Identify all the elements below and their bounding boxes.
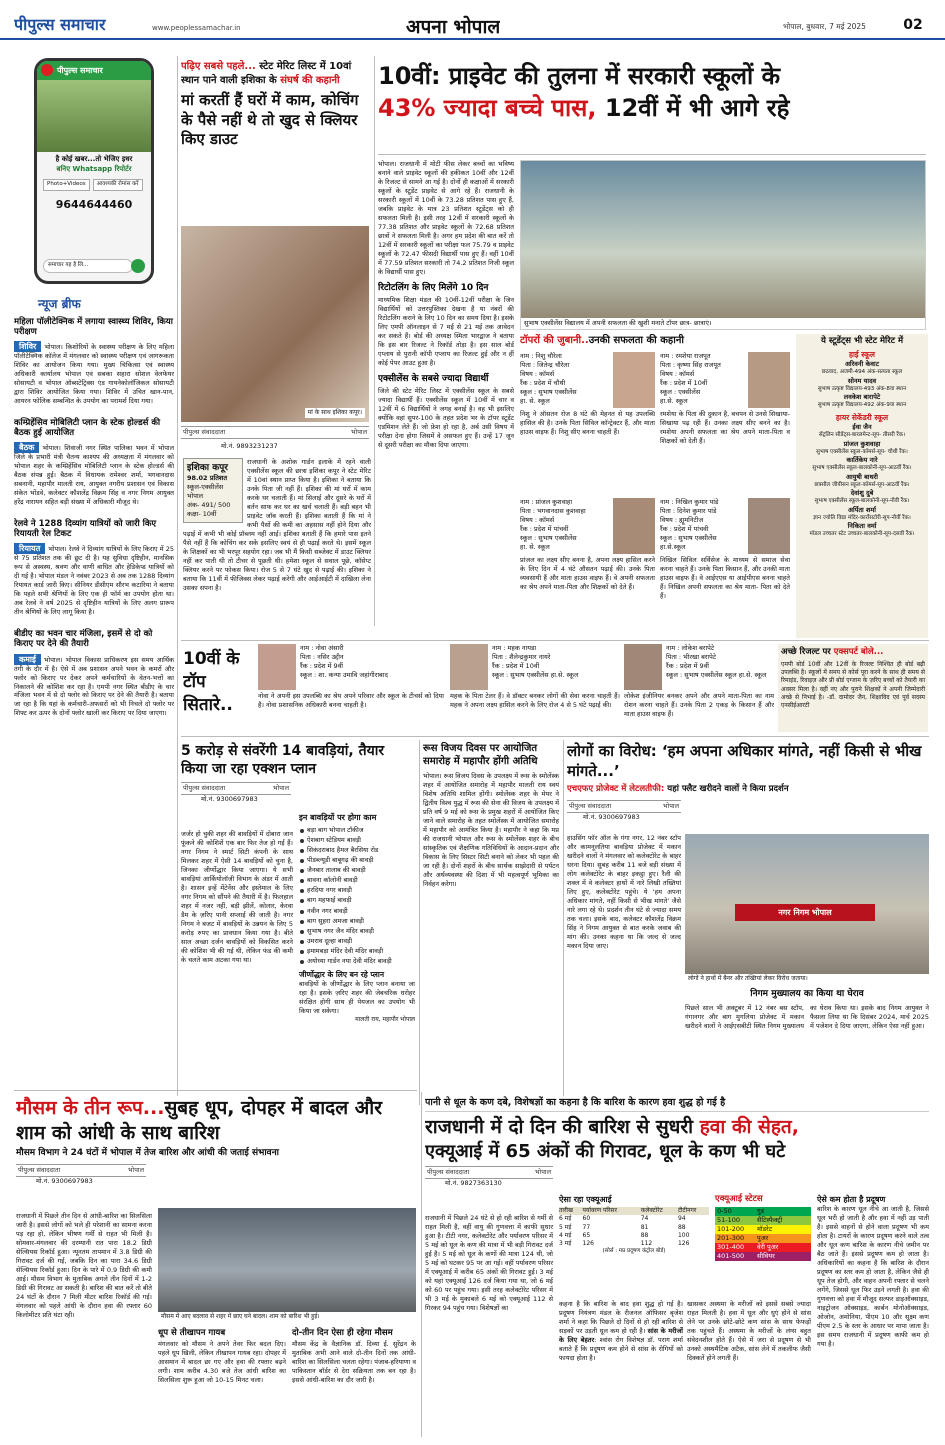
promo-line2: बनिए Whatsapp रिपोर्टर [56, 164, 132, 173]
topper-card: नाम : रमशेया राजपूत पिता : कृष्णा सिंह राजपूत विषय : कॉमर्स रैंक : प्रदेश में 10वीं स्कूल : एक्सीलेंस हा.से. स्कूल रमशेया के पिता की दुकान है, बचपन से उनसे सिखाया-सिखाया पढ़ रही हैं। उनका लक्ष्य सीए बनने का है। रमशेया अपनी सफलता का श्रेय अपने माता-पिता व शिक्षकों को देती हैं। [660, 352, 790, 445]
ishika-intro-red: संघर्ष की कहानी [280, 74, 340, 86]
topper-card: नाम : निखिल कुमार पांडे पिता : दिनेश कुमार पांडे विषय : ह्यूमनिटीज रैंक : प्रदेश में पांचवी स्कूल : सुभाष एक्सीलेंस हा.से.स्कूल निखिल सिविल सर्विसेज के माध्यम से समाज सेवा करना चाहते हैं। उनके पिता किसान हैं, और उनकी माता हाउस वाइफ हैं। वे आईएएस या आईपीएस बनना चाहते हैं। निखिल अपनी सफलता का श्रेय माता- पिता को देते हैं। [660, 498, 790, 600]
brief-body: शिविर भोपाल। किशोरियों के स्वास्थ्य परीक्षण के लिए महिला पॉलीटेक्निक कॉलेज में मंगलवार को स्वास्थ्य परीक्षण एवं जागरूकता शिविर का आयोजन किया गया। मुख्य चिकित्सा एवं स्वास्थ्य अधिकारी कार्यालय भोपाल एवं सबका सहारा सोशल वेलफेयर सोसायटी व भोपाल ऑब्सटेट्रिक्स एंड गायनेकोलॉजिकल सोसायटी द्वारा शिविर आयोजित किया गया। शिविर में उचित खान-पान, आयरन फोलिक सम्बन्धित के उपयोग का परामर्श दिया गया। [14, 341, 174, 405]
brief-tag: शिविर [14, 341, 41, 352]
website[interactable]: www.peoplessamachar.in [152, 24, 241, 32]
page-date: भोपाल, बुधवार, 7 मई 2025 [783, 22, 866, 31]
tenth-topper-card: नाम : महक नायडा पिता : शैलेन्द्रकुमार नायरे रैंक : प्रदेश में 10वीं स्कूल : सुभाष एक्सीलेंस हा.से. स्कूल महक के पिता टेलर हैं। वे डॉक्टर बनकर लोगों की सेवा करना चाहती हैं। महक ने अपना लक्ष्य हासिल करने के लिए रोज 4 से 5 घंटे पढ़ाई की। [450, 644, 620, 709]
aqi-status: एक्यूआई स्टेटस 0-50 गुड 51-100 सैटिस्फैक्ट्री 101-200 मॉडरेट 201-300 पुअर 301-400 वेरी पुअर 401-500 सीवियर [715, 1194, 811, 1261]
tenth-topper-card: नाम : नोवा अंसारी पिता : नसिर उद्दीन रैंक : प्रदेश में 9वीं स्कूल : शा. कन्या उमावि जहांगीराबाद नोवा ने अपनी इस उपलब्धि का श्रेय अपने परिवार और स्कूल के टीचर्स को दिया है। नोवा प्रशासनिक अधिकारी बनना चाहती है। [258, 644, 444, 709]
tenth-title: 10वीं के टॉप सितारे.. [183, 649, 240, 715]
lead-sub2: एक्सीलेंस के सबसे ज्यादा विद्यार्थी [378, 373, 489, 384]
brief-body: बैठक भोपाल। शिवाजी नगर स्थित पालिका भवन में भोपाल जिले के प्रभारी मंत्री चैतन्य काश्यप की अध्यक्षता में मंगलवार को भोपाल शहर के कम्प्रिहेंसिव मोबिलिटी प्लान के स्टेक होल्डर्स की बैठक संपन्न हुई। बैठक में विधायक रामेश्वर शर्मा, भगवानदास सबनानी, महापौर मालती राय, आयुक्त नगरीय प्रशासन एवं विकास संकेत भोंडवे, कलेक्टर कौशलेंद्र विक्रम सिंह व नगर निगम आयुक्त हरेंद्र नारायन सहित बड़ी संख्या में अधिकारी मौजूद थे। [14, 443, 174, 507]
brief-body: कमाई भोपाल। भोपाल विकास प्राधिकरण इस समय आर्थिक तंगी के दौर में है। ऐसे में अब प्रशासन अपने भवन के कमरों और फ्लोर को किराए पर देकर अपने कर्मचारियों के वेतन-भत्तों का निकालने की कोशिश कर रहा है। एमपी नगर स्थित बीडीए के चार मंजिला भवन में से दो फ्लोर को किराए पर देने की तैयारी है। बताया जा रहा है कि यहां के कर्मचारी-अफसरों को भी निचले दो फ्लोर पर शिफ्ट कर ऊपर के दोनों फ्लोर खाली कर किराए पर दिया जाएगा। [14, 654, 174, 718]
ishika-mobile: मो.नं. 9893231237 [221, 442, 278, 450]
page-number: 02 [903, 17, 923, 33]
brief-tag: कमाई [14, 654, 41, 665]
ishika-photo [181, 226, 369, 422]
tree-photo [37, 80, 151, 152]
topper-card: नाम : निशु चौरेला पिता : जितेन्द्र चौरेला विषय : कॉमर्स रैंक : प्रदेश में चौथी स्कूल : सुभाष एक्सीलेंस हा. से. स्कूल निशु ने ऑसतन रोज 8 घंटे की मेहनत से यह उपलब्धि हासिल की है। उनके पिता सिविल कॉन्ट्रेक्टर हैं, और माता हाउस वाइफ हैं। निशु सीए बनना चाहती हैं। [520, 352, 655, 436]
chat-input[interactable]: समाचार यह है लि... [43, 259, 133, 273]
topper-photo [258, 644, 296, 690]
topper-photo [613, 352, 655, 408]
weather-photo: मौसम में आए बदलाव से शहर में छाए घने बादल। शाम को बारिश भी हुई। [158, 1208, 416, 1322]
bawdi-byline: पीपुल्स संवाददाता भोपाल [181, 782, 291, 795]
send-button[interactable]: आवश्यकी रोमांस करें [93, 179, 143, 191]
masthead [0, 0, 945, 40]
whatsapp-number[interactable]: 9644644460 [55, 197, 133, 211]
ishika-box: इशिका कपूर 98.02 प्रतिशत स्कूल-एक्सीलेंस भोपाल अंक- 491/ 500 कक्षा- 10वीं [183, 458, 243, 523]
russia-story: रूस विजय दिवस पर आयोजित समारोह में महापौर होंगी अतिथि भोपाल। रूस विजय दिवस के उपलक्ष्य में रूस के स्मोलेंस्क शहर में आयोजित समारोह में महापौर मालती राय स्वयं विशेष अतिथि शामिल होंगी। स्मोलेंस्क शहर के मेयर ने द्वितीय विश्व युद्ध में रूस की सेना की विजय के उपलक्ष्य में प्रति वर्ष 9 मई को रूस के प्रमुख शहरों में आयोजित किए जाने वाले समारोह के तहत स्मोलेंस्क में आयोजित समारोह में महापौर को आमंत्रित किया है। महापौर ने कहा कि मप्र की राजधानी भोपाल और रूस के स्मोलेंस्क शहर के बीच सांस्कृतिक एवं शैक्षणिक गतिविधियों के आदान-प्रदान और विकास के लिए सिस्टर सिटी बनाने को लेकर भी पहल की जा रही है। दोनों शहरों के बीच सार्थक साझेदारी से पर्यटन और अर्थव्यवस्था की दिशा में भी महत्वपूर्ण भूमिका का निर्वहन करेगा। [423, 743, 559, 888]
toppers-photo-caption: सुभाष एक्सीलेंस विद्यालय में अपनी सफलता की खुशी मनाते टॉपर छात्र- छात्राएं। [521, 318, 925, 329]
whatsapp-promo [34, 58, 154, 284]
protest-byline: पीपुल्स संवाददाता भोपाल [567, 800, 681, 813]
brief-tag: रियायत [14, 543, 45, 554]
brand-logo-icon [41, 64, 53, 76]
ishika-photo-caption: मां के साथ इशिका कपूर। [305, 408, 365, 418]
brief-headline: रेलवे ने 1288 दिव्यांग यात्रियों को जारी किए रियायती रेल टिकट [14, 518, 157, 540]
news-brief-title: न्यूज ब्रीफ [38, 297, 81, 311]
promo-line1: है कोई खबर...तो भेजिए इधर [55, 155, 133, 164]
lead-headline: 10वीं: प्राइवेट की तुलना में सरकारी स्कूलों के 43% ज्यादा बच्चे पास, 12वीं में भी आगे रहे [378, 62, 790, 123]
ishika-intro: स्टेट मेरिट लिस्ट में 10वां स्थान पाने वाली इशिका के [181, 61, 352, 86]
bawdi-story: 5 करोड़ से संवरेंगी 14 बावड़ियां, तैयार किया जा रहा एक्शन प्लान पीपुल्स संवाददाता भोपाल मो.नं. 9300697983 जर्जर हो चुकी शहर की बावड़ियों में दोबारा जान फूंकने की कोशिशें एक बार फिर तेज हो गई हैं। नगर निगम ने स्मार्ट सिटी कंपनी के साथ मिलकर शहर में ऐसी 14 बावड़ियों को चुना है, जिनका जीर्णोद्धार किया जाएगा। ये सभी बावड़ियां आर्कियोलॉजी विभाग के अंडर में आती है। शासन इन्हें मेंटेनेंस और इस्तेमाल के लिए नगर निगम को सौंपने की तैयारी में है। फिलहाल शहर में नजर नहीं, बड़ी झीलें, कोलार, केरवा डैम के ज़रिए पानी सप्लाई की जाती है। नगर निगम ने बजट में बावड़ियों के उन्नयन के लिए 5 करोड़ रुपए का प्रावधान किया गया है। बीते साल अच्छा दर्जन बावड़ियों को विकसित करने की कोशिश भी की गई थी, लेकिन फंड की कमी के चलते काम अटका गया था। इन बावड़ियों पर होगा काम बड़ा बाग भोपाल टॉकीज ऐशबाग स्टेडियम बावड़ी सिकंदराबाद हैमल बैरसिया रोड पीडब्ल्यूडी बाबूगढ़ की बावड़ी जैनबार तालाब की बावड़ी बावना कॉलोनी बावड़ी हरदिया नगर बावड़ी बाग महफाई बावड़ी नवीन नगर बावड़ी बाग सुहरा अमजा बावड़ी सुभाष नगर जैन मंदिर बावड़ी उमराव दूल्हा बावड़ी इमामबड़ा मंदिर देवी मंदिर बावड़ी अयोध्या गार्डन नया देवी मंदिर बावड़ी जीर्णोद्धार के लिए बन रहे प्लान बावड़ियों के जीर्णोद्धार के लिए प्लान बनाया जा रहा है। इसके ज़रिए शहर की जेबचरिक धरोहर संरक्षित होगी साथ ही पेयजल का उपयोग भी किया जा सकेगा। मालती राय, महापौर भोपाल [181, 743, 415, 1024]
topper-photo [748, 352, 790, 408]
send-icon[interactable] [131, 259, 145, 273]
weather-story: मौसम के तीन रूप...सुबह धूप, दोपहर में बादल और शाम को आंधी के साथ बारिश मौसम विभाग ने 24 घंटों में भोपाल में तेज बारिश और आंधी की जताई संभावना पीपुल्स संवाददाता भोपाल मो.नं. 9300697983 राजधानी में पिछले तीन दिन से आंधी-बारिश का सिलसिला जारी है। इससे लोगों को भले ही परेशानी का सामना करना पड़ रहा हो, लेकिन भीषण गर्मी से राहत भी मिली है। सोमवार-मंगलवार की दरम्यानी रात पारा 18.2 डिग्री सेल्सियस रिकॉर्ड हुआ। न्यूनतम तापमान में 3.8 डिग्री की गिरावट दर्ज की गई, जबकि दिन का पारा 34.6 डिग्री सेल्सियस रिकॉर्ड हुआ। दिन के पारे में 0.9 डिग्री की कमी आई। मौसम विभाग के मुताबिक अगले तीन दिनों में 1-2 डिग्री की गिरावट आ सकती है। बारिश की बात करें तो बीते 24 घंटों के दौरान 7 मिली मीटर बारिश रिकॉर्ड की गई। मंगलवार को पहले आंधी के दौरान हवा की रफ्तार 60 किलोमीटर प्रति घंटा रही। मौसम में आए बदलाव से शहर में छाए घने बादल। शाम को बारिश भी हुई। धूप से तीखापन गायब मंगलवार को मौसम ने अपने तेवर फिर बदल दिए। पहले धूप खिली, लेकिन तीखापन गायब रहा। दोपहर में आसमान में बादल छा गए और हवा की रफ्तार बढ़ने लगी। शाम करीब 4.30 बजे तेज आंधी बारिश का सिलसिला शुरू हुआ जो 10-15 मिनट चला। दो-तीन दिन ऐसा ही रहेगा मौसम मौसम केंद्र के वैज्ञानिक डॉ. दिव्या ई. सुरेंद्रन के मुताबिक अभी आने वाले दो-तीन दिनों तक आंधी-बारिश का सिलसिला चलता रहेगा। पंजाब-हरियाणा व पाकिस्तान बॉर्डर से देरा सक्रियता तक बन रहा है। इससे आंधी-बारिश का दौर जारी है। [16, 1097, 416, 1384]
brief-headline: कम्प्रिहेंसिव मोबिलिटी प्लान के स्टेक होल्डर्स की बैठक हुई आयोजित [14, 417, 161, 438]
ishika-byline: पीपुल्स संवाददाता भोपाल [181, 426, 369, 439]
brief-tag: बैठक [14, 442, 39, 453]
ishika-kicker: पढ़िए सबसे पहले... [181, 61, 256, 72]
bawdi-headline: 5 करोड़ से संवरेंगी 14 बावड़ियां, तैयार किया जा रहा एक्शन प्लान [181, 743, 385, 778]
section-title: अपना भोपाल [406, 16, 501, 38]
protest-banner: नगर निगम भोपाल [735, 904, 875, 921]
aqi-table: ऐसा रहा एक्यूआई तारीख पर्यावरण परिसर कलेक्टोरेट टीटीनगर 6 मई 60 74 94 5 मई 77 81 88 4 मई 65 88 100 3 मई 126 112 126 (सोर्स : मप्र प्रदूषण कंट्रोल बोर्ड) [559, 1194, 709, 1256]
lead-sub1: रिटोटलिंग के लिए मिलेंगे 10 दिन [378, 282, 489, 293]
weather-byline: पीपुल्स संवाददाता भोपाल [16, 1164, 146, 1177]
expert-box: अच्छे रिजल्ट पर एक्सपर्ट बोले... एमपी बोर्ड 10वीं और 12वीं के रिजल्ट निश्चित ही बोर्ड बढ़ी उपलब्धि है। स्कूलों में समय से कोर्स पूरा करने के साथ ही समय से रिमाइंड, रिवाइज़ और प्री बोर्ड एग्जाम के ज़रिए बच्चों को तैयारी का अवसर मिला है। वहीं नए और पुराने शिक्षकों ने अपनी जिम्मेदारी अच्छे से निभाई है। -डॉ. दामोदर जैन, शिक्षाविद एवं पूर्व सदस्य एनसीईआरटी [778, 644, 928, 732]
topper-photo [613, 498, 655, 554]
promo-brand: पीपुल्स समाचार [57, 66, 103, 75]
promo-header [37, 61, 151, 80]
aqi-story: पानी से धूल के कण दबे, विशेषज्ञों का कहना है कि बारिश के कारण हवा शुद्ध हो गई है राजधानी में दो दिन की बारिश से सुधरी हवा की सेहत, एक्यूआई में 65 अंकों की गिरावट, धूल के कण भी घटे पीपुल्स संवाददाता भोपाल मो.नं. 9827363130 राजधानी में पिछले 24 घंटे से हो रही बारिश से गर्मी से राहत मिली है, वहीं वायु की गुणवत्ता में काफी सुधार हुआ है। टीटी नगर, कलेक्टोरेट और पर्यावरण परिसर में 5 मई को धूल के कण की मात्रा में भी बड़ी गिरावट दर्ज हुई है। 5 मई को धूल के कणों की मात्रा 124 थी, जो 5 मई को घटकर 95 पर आ गई। वहीं पर्यावरण परिसर में एक्यूआई में करीब 65 अंकों की गिरावट हुई। 3 मई को यहां एक्यूआई 126 दर्ज किया गया था, जो 6 मई को 60 पर पहुंच गया। इसी तरह कलेक्टोरेट परिसर में भी 3 मई के मुकाबले 6 मई को एक्यूआई 112 से गिरकर 94 पहुंच गया। विशेषज्ञों का ऐसा रहा एक्यूआई तारीख पर्यावरण परिसर कलेक्टोरेट टीटीनगर 6 मई 60 74 94 5 मई 77 81 88 4 मई 65 88 100 3 मई 126 112 126 (सोर्स : मप्र प्रदूषण कंट्रोल बोर्ड) एक्यूआई स्टेटस 0-50 गुड 51-100 सैटिस्फैक्ट्री 101-200 मॉडरेट 201-300 पुअर 301-400 वेरी पुअर 401-500 सीवियर कहना है कि बारिश के बाद हवा शुद्ध हो गई है। प्रदूषण नियंत्रण मंडल के रीजनल ऑफिसर बृजेश शर्मा ने कहा कि पिछले दो दिनों से हो रही बारिश से सड़कों पर उड़ती धूल कम हो रही है। सांस के मरीजों के लिए बेहतर: श्वांस रोग विशेषज्ञ डॉ. पराग शर्मा बताते हैं कि प्रदूषण कम होने से सांस के रोगियों को फायदा होता है। खासकर अस्थमा के मरीजों को इससे सबसे ज्यादा राहत मिलती है। हवा में धूल और धुएं होने से सांस लेने पर उनके छोटे-छोटे कण सांस के साथ फेफड़ों तक पहुंचते हैं। अस्थमा के मरीजों के लंग्स बहुत संवेदनशील होते हैं। ऐसे में जरा से प्रदूषण से भी उनको अस्थमैटिक अटैक, सांस लेने में तकलीफ जैसी दिक्कतें होने लगती हैं। ऐसे कम होता है प्रदूषण बारिश के कारण धूल नीचे आ जाती है, जिससे धूल भरी हो जाती है और हवा में नहीं उड़ पाती है। इससे वाहनों से होने वाला प्रदूषण भी कम होता है। टायरों के कारण प्रदूषण करने वाले तत्व और धूल कण बारिश के कारण नीचे जमीन पर बैठ जाते हैं। इससे प्रदूषण कम हो जाता है। अधिकारियों का कहना है कि बारिश के दौरान प्रदूषण का स्तर कम हो जाता है, लेकिन जैसे ही धूप तेज होगी, और वाहन अपनी रफ्तार से चलने लगेंगे, जिससे धूल फिर उड़ने लगती है। हवा की गुणवत्ता को हवा में मौजूद सल्फर डाइऑक्साइड, नाइट्रोजन ऑक्साइड, कार्बन मोनोऑक्साइड, ओजोन, अमोनिया, पीएम 10 और सूक्ष्म कण पीएम 2.5 के स्तर के आधार पर मापा जाता है। इस समय राजधानी में प्रदूषण काफी कम हो गया है। [425, 1097, 929, 1362]
lead-col1: भोपाल। राजधानी में मोटी फीस लेकर बच्चों का भविष्य बनाने वाले प्राइवेट स्कूलों की हकीकत 10वीं और 12वीं के रिजल्ट से सामने आ गई है। दोनों ही कक्षाओं में सरकारी स्कूलों के स्टूडेंट प्राइवेट से आगे रहे हैं। राजधानी के सरकारी स्कूलों में 10वीं के 73.28 प्रतिशत पास हुए हैं, जबकि प्राइवेट के मात्र 23 प्रतिशत स्टूडेंट्स को ही सफलता मिली है। इसी तरह 12वीं में सरकारी स्कूलों के 77.38 प्रतिशत और प्राइवेट स्कूलों के 72.68 प्रतिशत छात्रों ने सफलता मिली है। अगर हम प्रदेश की बात करें तो 12वीं में सरकारी स्कूलों का परीक्षा फल 75.79 व प्राइवेट स्कूलों के 72.47 फीसदी विद्यार्थी पास हुए हैं। वहीं 10वीं में 77.59 प्रतिशत सरकारी तो 74.2 प्रतिशत निजी स्कूल के विद्यार्थी पास हुए। रिटोटलिंग के लिए मिलेंगे 10 दिन माध्यमिक शिक्षा मंडल की 10वीं-12वीं परीक्षा के जिन विद्यार्थियों को उत्तरपुस्तिका देखना है या नंबरों की रिटोटलिंग कराने के लिए 10 दिन का समय दिया है। इसके लिए एमपी ऑनलाइन से 7 मई से 21 मई तक आवेदन कर सकते हैं। बोर्ड की अध्यक्ष स्मिता भारद्वाज ने बताया कि इस बार रिजल्ट ने रिकॉर्ड तोड़ा है। इस साल बोर्ड एप्लाय से पुरानी कॉपी एप्लाय का रिजल्ट हुई और न हीं कोई पेपर आउट हुआ है। एक्सीलेंस के सबसे ज्यादा विद्यार्थी जिले की स्टेट मेरिट लिस्ट में एक्सीलेंस स्कूल के सबसे ज्यादा विद्यार्थी हैं। एक्सीलेंस स्कूल में 10वीं में चार व 12वीं में 6 विद्यार्थियों ने जगह बनाई है। वह भी इसलिए क्योंकि वहां सुपर-100 के तहत प्रदेश भर के टॉपर स्टूडेंट एडमिशन लेते हैं। जो फ्रेश हो रहा है, अर्ब उसी विषय में परीक्षा देना होगा जिसमें वे असफल हुए हैं। उन्हें 17 जून से दूसरी परीक्षा का मौका दिया जाएगा। [378, 160, 514, 449]
protest-photo: नगर निगम भोपाल लोगों ने हाथों में बैनर और तख्तियां लेकर विरोध जताया। [685, 834, 929, 984]
toppers-title: टॉपरों की जुबानी..उनकी सफलता की कहानी [520, 335, 684, 346]
ishika-headline: मां करतीं हैं घरों में काम, कोचिंग के पैसे नहीं थे तो खुद से क्लियर किए डाउट [181, 91, 359, 148]
brief-headline: महिला पॉलीटेक्निक में लगाया स्वास्थ्य शिविर, किया परीक्षण [14, 316, 173, 337]
topper-card: नाम : प्रांजल कुशवाहा पिता : भगवानदास कुशवाहा विषय : कॉमर्स रैंक : प्रदेश में पांचवीं स्कूल : सुभाष एक्सीलेंस हा. से. स्कूल प्रांजल का लक्ष्य सीए बनना है, अपना लक्ष्य हासिल करने के लिए दिन में 4 घंटे औसतन पढ़ाई की। उनके पिता व्यवसायी हैं और माता हाउस वाइफ हैं। वे अपनी सफलता का श्रेय अपने माता-पिता और शिक्षकों को देते हैं। [520, 498, 655, 591]
ishika-body: इशिका कपूर 98.02 प्रतिशत स्कूल-एक्सीलेंस भोपाल अंक- 491/ 500 कक्षा- 10वीं राजधानी के अशोक गार्डन इलाके में रहने वाली एक्सीलेंस स्कूल की छात्रा इशिका कपूर ने स्टेट मेरिट में 10वां स्थान प्राप्त किया है। इशिका ने बताया कि उनके पिता जी नहीं हैं। इशिका की मां घरों में काम करके घर चलाती हैं। मां सिलाई और दूसरे के घरों में बर्तन साफ कर घर का खर्च चलाती हैं। बड़ी बहन भी प्राइवेट जॉब करती हैं। इशिका बताती हैं कि मां ने कभी पैसों की कमी का अहसास नहीं होने दिया और पढ़ाई में कभी भी कोई प्रॉब्लम नहीं आई। इशिका बताती हैं कि हमारे पास इतने पैसे नहीं हैं कि कोचिंग कर सके इसलिए स्वयं से ही पढ़ाई करते थे। इसमें स्कूल के शिक्षकों का भी भरपूर सहयोग रहा। जब भी मैं किसी सब्जेक्ट में डाउट क्लियर नहीं कर पाती थी तो टीचर से पूछती थी। हमेशा स्कूल से सवाल पूछे, कॉसेप्ट क्लियर करने पर फोकस किया। रोज 5 से 7 घंटे खुद से पढ़ाई की। इशिका ने बताया कि 11वीं में फीजिक्स लेकर पढ़ाई करेगी और आईआईटी में दाखिला लेना उसका सपना है। [183, 458, 371, 592]
brief-body: रियायत भोपाल। रेलवे ने दिव्यांग यात्रियों के लिए किराए में 25 से 75 प्रतिशत तक की छूट दी है। यह सुविधा दृष्टिहीन, मानसिक रूप से अस्वस्थ, श्रवण और वाणी बाधित और हेडिकेप्ड यात्रियों को दी गई है। भोपाल मंडल ने नवंबर 2023 से अब तक 1288 दिव्यांग रियायत कार्ड जारी किए। सीनियर डीसीएम सौरभ कटारिया ने बताया कि पहले सभी श्रेणियों के लिए एक ही फॉर्म का उपयोग होता था। अब रेलवे ने वर्ष 2025 से दृष्टिहीन यात्रियों के लिए अलग प्रारूप तीन श्रेणियों के लिए लागू किया है। [14, 544, 174, 617]
logo: पीपुल्स समाचार [14, 15, 106, 34]
protest-story: लोगों का विरोध: ‘हम अपना अधिकार मांगते, नहीं किसी से भीख मांगते...’ एचएफए प्रोजेक्ट में लेटलतीफी: यहां फ्लैट खरीदने वालों ने किया प्रदर्शन पीपुल्स संवाददाता भोपाल मो.नं. 9300697983 हाउसिंग फॉर ऑल के गंगा नगर, 12 नंबर स्टॉप और कामनूलतिया बावड़िया प्रोजेक्ट में मकान खरीदने वालों ने मंगलवार को कलेक्टोरेट के बाहर धरना दिया। सुबह करीब 11 बजे बड़ी संख्या में लोग कलेक्टोरेट के बाहर इकट्ठा हुए। रैली की शक्ल में वे कलेक्टर हाथों में नारे लिखी तख्तियां लिए हुए, कलेक्टोरेट पहुंचे। ये ‘हम अपना अधिकार मांगते, नहीं किसी से भीख मांगते’ जैसे नारे लगा रहे थे। प्रदर्शन तीन घंटे से ज्यादा समय तक चला। इसके बाद, कलेक्टर कौशलेंद्र विक्रम सिंह ने निगम आयुक्त से बात करके जवाब की मांग की। उनका कहना था कि जल्द से जल्द मकान दिया जाए। नगर निगम भोपाल लोगों ने हाथों में बैनर और तख्तियां लेकर विरोध जताया। निगम मुख्यालय का किया था घेराव पिछले साल भी अक्टूबर में 12 नंबर बस स्टॉप, गंगानगर और बाग मुगलिया प्रोजेक्ट में मकान खरीदने वालों ने आईएसबीटी स्थित निगम मुख्यालय का घेराव किया था। इसके बाद निगम आयुक्त ने फैसला लिया था कि दिसंबर 2024, मार्च 2025 में पजेशन दे दिया जाएगा, लेकिन ऐसा नहीं हुआ। [567, 742, 929, 1030]
aqi-byline: पीपुल्स संवाददाता भोपाल [425, 1166, 553, 1179]
brief-headline: बीडीए का भवन चार मंजिला, इसमें से दो को किराए पर देने की तैयारी [14, 629, 153, 650]
toppers-celebration-photo [520, 160, 926, 330]
topper-photo [450, 644, 488, 690]
topper-photo [748, 498, 790, 554]
tenth-topper-card: नाम : लोकेश बरापेटे पिता : भीरखा बरापेटे रैंक : प्रदेश में 9वीं स्कूल : सुभाष एक्सीलेंस स्कूल हा.से. स्कूल लोकेश इंजीनियर बनकर अपने और अपने माता-पिता का नाम रोशन करना चाहते हैं। उनके पिता 2 एकड़ के किसान हैं और माता हाउस वाइफ हैं। [624, 644, 774, 718]
photo-video-button[interactable]: Photo+Videos [43, 179, 90, 191]
bawdi-list: इन बावड़ियों पर होगा काम बड़ा बाग भोपाल टॉकीज ऐशबाग स्टेडियम बावड़ी सिकंदराबाद हैमल बैरसिया रोड पीडब्ल्यूडी बाबूगढ़ की बावड़ी जैनबार तालाब की बावड़ी बावना कॉलोनी बावड़ी हरदिया नगर बावड़ी बाग महफाई बावड़ी नवीन नगर बावड़ी बाग सुहरा अमजा बावड़ी सुभाष नगर जैन मंदिर बावड़ी उमराव दूल्हा बावड़ी इमामबड़ा मंदिर देवी मंदिर बावड़ी अयोध्या गार्डन नया देवी मंदिर बावड़ी जीर्णोद्धार के लिए बन रहे प्लान बावड़ियों के जीर्णोद्धार के लिए प्लान बनाया जा रहा है। इसके ज़रिए शहर की जेबचरिक धरोहर संरक्षित होगी साथ ही पेयजल का उपयोग भी किया जा सकेगा। मालती राय, महापौर भोपाल [299, 813, 415, 1024]
aqi-explainer: ऐसे कम होता है प्रदूषण बारिश के कारण धूल नीचे आ जाती है, जिससे धूल भरी हो जाती है और हवा में नहीं उड़ पाती है। इससे वाहनों से होने वाला प्रदूषण भी कम होता है। टायरों के कारण प्रदूषण करने वाले तत्व और धूल कण बारिश के कारण नीचे जमीन पर बैठ जाते हैं। इससे प्रदूषण कम हो जाता है। अधिकारियों का कहना है कि बारिश के दौरान प्रदूषण का स्तर कम हो जाता है, लेकिन जैसे ही धूप तेज होगी, और वाहन अपनी रफ्तार से चलने लगेंगे, जिससे धूल फिर उड़ने लगती है। हवा की गुणवत्ता को हवा में मौजूद सल्फर डाइऑक्साइड, नाइट्रोजन ऑक्साइड, कार्बन मोनोऑक्साइड, ओजोन, अमोनिया, पीएम 10 और सूक्ष्म कण पीएम 2.5 के स्तर के आधार पर मापा जाता है। इस समय राजधानी में प्रदूषण काफी कम हो गया है। [817, 1195, 929, 1348]
topper-photo [624, 644, 662, 690]
merit-list: ये स्टूडेंट्स भी स्टेट मेरिट में हाई स्कूल अरिवनी केवाट छठवाद, अजमी-494 अंक-सत्यता स्कूल सोनम यादव सुभाष उत्कृष्ट विद्यालय-493 अंक-8वा स्थान लवकेश बारापेटे सुभाष उत्कृष्ट विद्यालय-492 अंक-9वा स्थान हायर सेकेंडरी स्कूल ईवा जैन सेंट्रलिन सीडेंट्स-बारलमेन्ट-सूप- तीसरी रैंक। प्रांजल कुशवाहा सुभाष एक्सीलेंस स्कूल-कॉमर्स-सूप- चौथी रैंक। कार्तिकेय नारे सुभाष एक्सीलेंस स्कूल-बालकोनी-सूप-आठवीं रैंक। आयुषी बाथरी छत्रसौल जीयीसन स्कूल-कॉमर्स-सूप-आठवीं रैंक। देवांशु दुबे सुभाष एक्सीलेंस स्कूल-बालकोनी-सूप-नौवी रैंक। अर्पिता शर्मा ज्ञान ज्योति विद्या मंदिर-कार्रोसटोरी-सूप-नौवीं रैंक। निकिता वर्मा मॉडल उच्चतर स्टेट उच्चतर-बालकोनी-सूप-दसवी रैंक। [796, 334, 928, 638]
